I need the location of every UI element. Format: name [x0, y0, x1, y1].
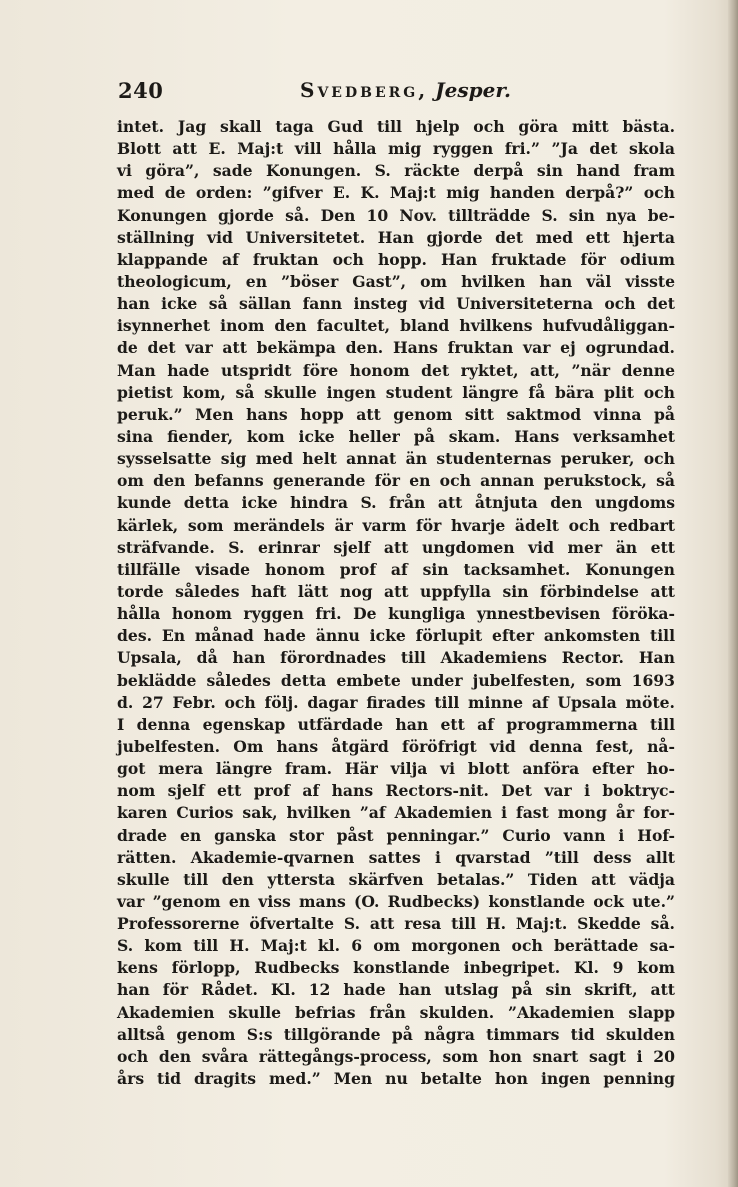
text-line: rätten. Akademie-qvarnen sattes i qvarstad ”till dess allt: [117, 847, 675, 867]
text-line: han för Rådet. Kl. 12 hade han utslag på sin skrift, att: [117, 980, 675, 1000]
text-line: sträfvande. S. erinrar sjelf att ungdomen vid mer än ett: [117, 537, 675, 557]
text-line: beklädde således detta embete under jubelfesten, som 1693: [117, 670, 675, 690]
text-line: intet. Jag skall taga Gud till hjelp och göra mitt bästa.: [117, 117, 675, 136]
text-line: I denna egenskap utfärdade han ett af programmerna till: [117, 714, 675, 734]
text-line: Akademien skulle befrias från skulden. ”Akademien slapp: [117, 1002, 675, 1022]
text-line: klappande af fruktan och hopp. Han fruktade för odium: [117, 249, 675, 269]
page-number: 240: [118, 78, 164, 103]
text-line: kunde detta icke hindra S. från att åtnjuta den ungdoms: [117, 493, 675, 513]
text-line: och den svåra rättegångs-process, som hon snart sagt i 20: [117, 1046, 675, 1066]
running-head-given-name: Jesper.: [435, 78, 511, 102]
text-line: Konungen gjorde så. Den 10 Nov. tillträdde S. sin nya be-: [117, 205, 675, 225]
text-line: ställning vid Universitetet. Han gjorde det med ett hjerta: [117, 227, 675, 247]
body-text: [117, 116, 675, 1090]
text-line: kärlek, som merändels är varm för hvarje ädelt och redbart: [117, 515, 675, 535]
text-line: d. 27 Febr. och följ. dagar firades till minne af Upsala möte.: [117, 692, 675, 712]
text-line: theologicum, en ”böser Gast”, om hvilken han väl visste: [117, 271, 675, 291]
text-line: got mera längre fram. Här vilja vi blott anföra efter ho-: [117, 759, 675, 779]
text-line: Man hade utspridt före honom det ryktet, att, ”när denne: [117, 360, 675, 380]
text-line: isynnerhet inom den facultet, bland hvilkens hufvudåliggan-: [117, 316, 675, 336]
text-line: des. En månad hade ännu icke förlupit efter ankomsten till: [117, 626, 675, 646]
text-line: Professorerne öfvertalte S. att resa till H. Maj:t. Skedde så.: [117, 914, 675, 934]
text-line: karen Curios sak, hvilken ”af Akademien i fast mong år for-: [117, 803, 675, 823]
text-line: vi göra”, sade Konungen. S. räckte derpå sin hand fram: [117, 161, 675, 181]
running-head: [300, 78, 511, 102]
text-line: sysselsatte sig med helt annat än studenternas peruker, och: [117, 449, 675, 469]
text-line: om den befanns generande för en och annan perukstock, så: [117, 471, 675, 491]
text-line: tillfälle visade honom prof af sin tacksamhet. Konungen: [117, 559, 675, 579]
text-line: nom sjelf ett prof af hans Rectors-nit. Det var i boktryc-: [117, 781, 675, 801]
text-line: pietist kom, så skulle ingen student längre få bära plit och: [117, 382, 675, 402]
text-line: års tid dragits med.” Men nu betalte hon ingen penning: [117, 1069, 675, 1089]
running-head-author: Svedberg,: [300, 78, 429, 102]
text-line: jubelfesten. Om hans åtgärd föröfrigt vid denna fest, nå-: [117, 736, 675, 756]
text-line: sina fiender, kom icke heller på skam. Hans verksamhet: [117, 426, 675, 446]
text-line: alltså genom S:s tillgörande på några timmars tid skulden: [117, 1024, 675, 1044]
text-line: han icke så sällan fann insteg vid Universiteterna och det: [117, 294, 675, 314]
text-line: drade en ganska stor påst penningar.” Curio vann i Hof-: [117, 825, 675, 845]
text-line: kens förlopp, Rudbecks konstlande inbegripet. Kl. 9 kom: [117, 958, 675, 978]
page-edge-shadow: [728, 0, 738, 1187]
page-header: [118, 78, 678, 108]
text-line: de det var att bekämpa den. Hans fruktan var ej ogrundad.: [117, 338, 675, 358]
text-line: S. kom till H. Maj:t kl. 6 om morgonen och berättade sa-: [117, 936, 675, 956]
text-line: hålla honom ryggen fri. De kungliga ynnestbevisen föröka-: [117, 604, 675, 624]
text-line: Blott att E. Maj:t vill hålla mig ryggen fri.” ”Ja det skola: [117, 139, 675, 159]
text-line: torde således haft lätt nog att uppfylla sin förbindelse att: [117, 581, 675, 601]
text-line: Upsala, då han förordnades till Akademiens Rector. Han: [117, 648, 675, 668]
text-line: skulle till den yttersta skärfven betalas.” Tiden att vädja: [117, 869, 675, 889]
text-line: var ”genom en viss mans (O. Rudbecks) konstlande ock ute.”: [117, 891, 675, 911]
text-line: med de orden: ”gifver E. K. Maj:t mig handen derpå?” och: [117, 183, 675, 203]
text-line: peruk.” Men hans hopp att genom sitt saktmod vinna på: [117, 404, 675, 424]
